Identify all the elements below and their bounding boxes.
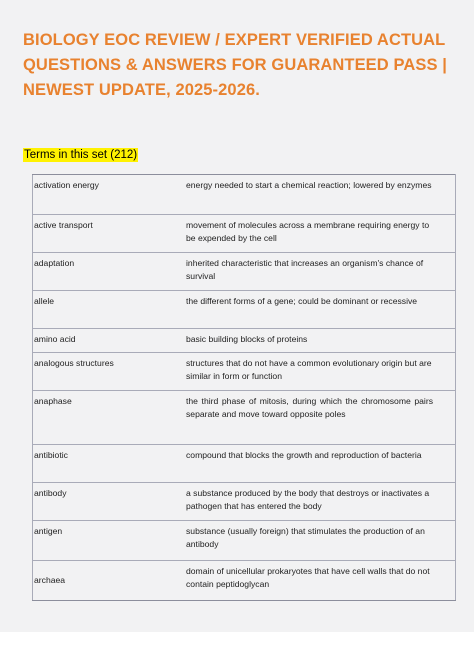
terms-table xyxy=(32,174,456,601)
definition-cell: inherited characteristic that increases an organism's chance of survival xyxy=(180,253,456,291)
definition-cell: the third phase of mitosis, during which the chromosome pairs separate and move toward opposite poles xyxy=(180,391,456,445)
table-row xyxy=(33,253,456,291)
document-title: BIOLOGY EOC REVIEW / EXPERT VERIFIED ACTUAL QUESTIONS & ANSWERS FOR GUARANTEED PASS | NEWEST UPDATE, 2025-2026. xyxy=(23,31,447,99)
definition-cell: a substance produced by the body that destroys or inactivates a pathogen that has entered the body xyxy=(180,483,456,521)
term-cell: activation energy xyxy=(33,175,181,215)
term-cell: antibody xyxy=(33,483,181,521)
term-cell: archaea xyxy=(33,561,181,601)
term-cell: active transport xyxy=(33,215,181,253)
term-cell: analogous structures xyxy=(33,353,181,391)
definition-cell: the different forms of a gene; could be dominant or recessive xyxy=(180,291,456,329)
term-cell: adaptation xyxy=(33,253,181,291)
table-row xyxy=(33,215,456,253)
table-row xyxy=(33,391,456,445)
term-cell: amino acid xyxy=(33,329,181,353)
table-row xyxy=(33,291,456,329)
definition-cell: movement of molecules across a membrane requiring energy to be expended by the cell xyxy=(180,215,456,253)
term-cell: anaphase xyxy=(33,391,181,445)
table-row xyxy=(33,445,456,483)
definition-cell: substance (usually foreign) that stimulates the production of an antibody xyxy=(180,521,456,561)
term-cell: antibiotic xyxy=(33,445,181,483)
terms-count-label: Terms in this set (212) xyxy=(24,149,138,161)
table-row xyxy=(33,175,456,215)
table-row xyxy=(33,521,456,561)
definition-cell: structures that do not have a common evolutionary origin but are similar in form or function xyxy=(180,353,456,391)
definition-cell: compound that blocks the growth and reproduction of bacteria xyxy=(180,445,456,483)
definition-cell: energy needed to start a chemical reaction; lowered by enzymes xyxy=(180,175,456,215)
definition-cell: basic building blocks of proteins xyxy=(180,329,456,353)
table-row xyxy=(33,353,456,391)
table-row xyxy=(33,483,456,521)
table-row xyxy=(33,329,456,353)
table-row xyxy=(33,561,456,601)
term-cell: antigen xyxy=(33,521,181,561)
definition-cell: domain of unicellular prokaryotes that have cell walls that do not contain peptidoglycan xyxy=(180,561,456,601)
term-cell: allele xyxy=(33,291,181,329)
